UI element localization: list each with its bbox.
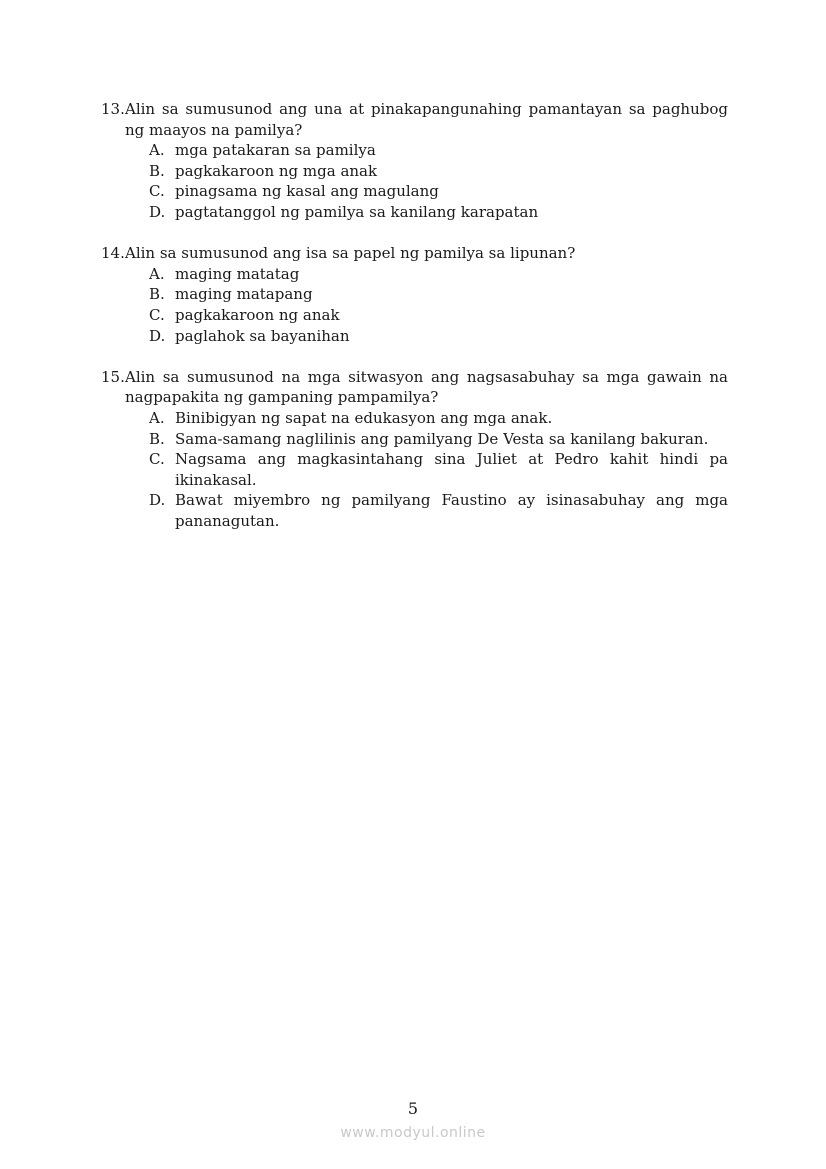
choice-text: pagtatanggol ng pamilya sa kanilang karapatan (175, 202, 539, 221)
choice-letter: B. (149, 285, 165, 304)
question-text: Alin sa sumusunod ang una at pinakapangunahing pamantayan sa paghubog ng maayos na pamilya? (125, 100, 728, 139)
choice-list (101, 140, 728, 222)
choice-d (149, 202, 728, 223)
question-number: 13. (101, 100, 125, 118)
choice-letter: D. (149, 326, 166, 345)
choice-letter: C. (149, 450, 165, 469)
question-14 (101, 243, 728, 346)
question-number: 15. (101, 367, 125, 386)
question-15 (101, 367, 728, 532)
choice-letter: B. (149, 161, 165, 180)
choice-text: maging matapang (175, 285, 313, 304)
choice-a (149, 264, 728, 285)
choice-a (149, 140, 728, 161)
choice-c (149, 305, 728, 326)
choice-text: pinagsama ng kasal ang magulang (175, 182, 439, 201)
choice-letter: D. (149, 491, 166, 510)
choice-letter: A. (149, 408, 165, 427)
choice-b (149, 284, 728, 305)
choice-text: pagkakaroon ng mga anak (175, 161, 378, 180)
choice-b (149, 429, 728, 450)
choice-d (149, 490, 728, 531)
choice-d (149, 326, 728, 347)
choice-text: maging matatag (175, 264, 300, 283)
choice-text: paglahok sa bayanihan (175, 326, 350, 345)
choice-letter: B. (149, 429, 165, 448)
choice-letter: D. (149, 202, 166, 221)
choice-letter: C. (149, 182, 165, 201)
question-stem (101, 367, 728, 408)
question-text: Alin sa sumusunod na mga sitwasyon ang nagsasabuhay sa mga gawain na nagpapakita ng gampaning pampamilya? (125, 367, 728, 407)
question-list (101, 99, 728, 552)
choice-text: Binibigyan ng sapat na edukasyon ang mga anak. (175, 408, 553, 427)
question-stem (101, 99, 728, 140)
choice-a (149, 408, 728, 429)
choice-list (101, 408, 728, 532)
watermark: www.modyul.online (340, 1125, 486, 1141)
choice-text: Nagsama ang magkasintahang sina Juliet at Pedro kahit hindi pa ikinakasal. (175, 450, 728, 489)
choice-text: mga patakaran sa pamilya (175, 141, 376, 160)
choice-c (149, 181, 728, 202)
choice-c (149, 449, 728, 490)
choice-letter: C. (149, 305, 165, 324)
choice-b (149, 161, 728, 182)
choice-text: pagkakaroon ng anak (175, 305, 340, 324)
choice-letter: A. (149, 141, 165, 160)
choice-text: Sama-samang naglilinis ang pamilyang De Vesta sa kanilang bakuran. (175, 429, 709, 448)
question-13 (101, 99, 728, 223)
choice-letter: A. (149, 264, 165, 283)
question-text: Alin sa sumusunod ang isa sa papel ng pamilya sa lipunan? (125, 244, 576, 263)
choice-text: Bawat miyembro ng pamilyang Faustino ay isinasabuhay ang mga pananagutan. (175, 491, 728, 530)
question-stem (101, 243, 728, 264)
question-number: 14. (101, 244, 125, 263)
choice-list (101, 264, 728, 346)
page-number: 5 (407, 1099, 419, 1118)
